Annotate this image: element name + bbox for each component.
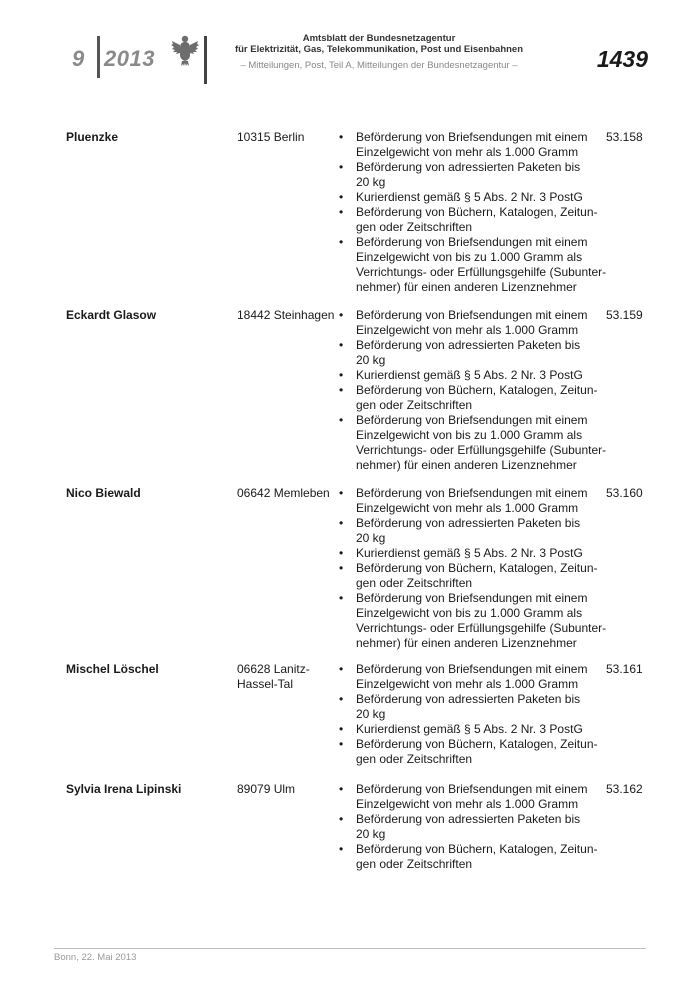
service-text-line: gen oder Zeitschriften [356, 220, 473, 234]
location-line: Hassel-Tal [237, 677, 294, 691]
bullet-icon: • [339, 368, 344, 382]
service-text-line: 20 kg [356, 707, 386, 721]
location-line: 06628 Lanitz- [237, 662, 310, 676]
service-item [339, 561, 613, 591]
service-text-line: Beförderung von Briefsendungen mit einem [356, 235, 588, 249]
service-text-line: Verrichtungs- oder Erfüllungsgehilfe (Subunter- [356, 265, 607, 279]
service-text-line: gen oder Zeitschriften [356, 576, 473, 590]
service-item [339, 662, 613, 692]
service-item [339, 782, 613, 812]
bullet-icon: • [339, 190, 344, 204]
service-text-line: Beförderung von adressierten Paketen bis [356, 812, 581, 826]
licensee-name: Eckardt Glasow [66, 308, 157, 322]
bullet-icon: • [339, 842, 344, 856]
service-item [339, 591, 613, 651]
service-text-line: nehmer) für einen anderen Lizenznehmer [356, 636, 577, 650]
footer-rule [54, 948, 646, 949]
bullet-icon: • [339, 130, 344, 144]
service-text-line: Beförderung von Briefsendungen mit einem [356, 413, 588, 427]
service-text-line: Einzelgewicht von mehr als 1.000 Gramm [356, 145, 579, 159]
service-text-line: nehmer) für einen anderen Lizenznehmer [356, 280, 577, 294]
service-text-line: Beförderung von Büchern, Katalogen, Zeitun- [356, 737, 598, 751]
service-text-line: Beförderung von Büchern, Katalogen, Zeitun- [356, 842, 598, 856]
service-item [339, 160, 613, 190]
bullet-icon: • [339, 662, 344, 676]
service-item [339, 190, 613, 205]
issue-number: 9 [72, 46, 85, 71]
service-text-line: Einzelgewicht von mehr als 1.000 Gramm [356, 677, 579, 691]
federal-eagle-icon [170, 33, 200, 67]
service-list [339, 486, 613, 651]
licensee-location [237, 130, 347, 145]
bullet-icon: • [339, 383, 344, 397]
service-list [339, 662, 613, 767]
registration-number: 53.161 [606, 662, 643, 676]
bullet-icon: • [339, 160, 344, 174]
service-text-line: Beförderung von Büchern, Katalogen, Zeitun- [356, 383, 598, 397]
licensee-location [237, 782, 347, 797]
bullet-icon: • [339, 235, 344, 249]
service-item [339, 383, 613, 413]
service-item [339, 546, 613, 561]
service-text-line: Beförderung von adressierten Paketen bis [356, 516, 581, 530]
bullet-icon: • [339, 591, 344, 605]
service-text-line: Verrichtungs- oder Erfüllungsgehilfe (Subunter- [356, 621, 607, 635]
issue-divider [97, 36, 100, 78]
journal-title-line1: Amtsblatt der Bundesnetzagentur [302, 33, 456, 44]
service-text-line: Einzelgewicht von mehr als 1.000 Gramm [356, 501, 579, 515]
location-line: 06642 Memleben [237, 486, 330, 500]
service-text-line: Kurierdienst gemäß § 5 Abs. 2 Nr. 3 PostG [356, 368, 583, 382]
bullet-icon: • [339, 205, 344, 219]
service-item [339, 486, 613, 516]
service-text-line: Einzelgewicht von bis zu 1.000 Gramm als [356, 428, 583, 442]
bullet-icon: • [339, 308, 344, 322]
service-text-line: Beförderung von Briefsendungen mit einem [356, 486, 588, 500]
service-text-line: Beförderung von Büchern, Katalogen, Zeitun- [356, 561, 598, 575]
licensee-name: Pluenzke [66, 130, 119, 144]
service-list [339, 308, 613, 473]
service-item [339, 722, 613, 737]
bullet-icon: • [339, 338, 344, 352]
service-text-line: Einzelgewicht von bis zu 1.000 Gramm als [356, 606, 583, 620]
service-text-line: gen oder Zeitschriften [356, 752, 473, 766]
service-item [339, 516, 613, 546]
page-number: 1439 [596, 46, 648, 72]
bullet-icon: • [339, 812, 344, 826]
service-item [339, 413, 613, 473]
service-text-line: gen oder Zeitschriften [356, 398, 473, 412]
service-item [339, 308, 613, 338]
service-text-line: Kurierdienst gemäß § 5 Abs. 2 Nr. 3 PostG [356, 190, 583, 204]
licensee-name: Mischel Löschel [66, 662, 159, 676]
service-item [339, 737, 613, 767]
service-text-line: Kurierdienst gemäß § 5 Abs. 2 Nr. 3 PostG [356, 546, 583, 560]
service-text-line: Einzelgewicht von bis zu 1.000 Gramm als [356, 250, 583, 264]
bullet-icon: • [339, 737, 344, 751]
service-text-line: Beförderung von Büchern, Katalogen, Zeitun- [356, 205, 598, 219]
service-text-line: Einzelgewicht von mehr als 1.000 Gramm [356, 323, 579, 337]
service-text-line: Beförderung von Briefsendungen mit einem [356, 591, 588, 605]
journal-subtitle: – Mitteilungen, Post, Teil A, Mitteilungen der Bundesnetzagentur – [240, 60, 518, 71]
bullet-icon: • [339, 561, 344, 575]
registration-number: 53.162 [606, 782, 643, 796]
service-text-line: Beförderung von Briefsendungen mit einem [356, 782, 588, 796]
service-text-line: nehmer) für einen anderen Lizenznehmer [356, 458, 577, 472]
footer-place-date: Bonn, 22. Mai 2013 [54, 952, 137, 963]
licensee-name: Nico Biewald [66, 486, 141, 500]
bullet-icon: • [339, 782, 344, 796]
issue-year: 2013 [104, 46, 155, 71]
bullet-icon: • [339, 722, 344, 736]
service-text-line: Beförderung von Briefsendungen mit einem [356, 662, 588, 676]
service-item [339, 205, 613, 235]
service-list [339, 782, 613, 872]
service-item [339, 235, 613, 295]
service-text-line: Beförderung von adressierten Paketen bis [356, 160, 581, 174]
service-item [339, 338, 613, 368]
bullet-icon: • [339, 413, 344, 427]
service-item [339, 692, 613, 722]
licensee-location [237, 308, 347, 323]
licensee-location [237, 486, 347, 501]
service-text-line: Beförderung von Briefsendungen mit einem [356, 130, 588, 144]
bullet-icon: • [339, 516, 344, 530]
licensee-name: Sylvia Irena Lipinski [66, 782, 182, 796]
registration-number: 53.158 [606, 130, 643, 144]
service-text-line: Beförderung von adressierten Paketen bis [356, 692, 581, 706]
registration-number: 53.160 [606, 486, 643, 500]
registration-number: 53.159 [606, 308, 643, 322]
service-item [339, 842, 613, 872]
location-line: 89079 Ulm [237, 782, 296, 796]
service-text-line: 20 kg [356, 353, 386, 367]
service-text-line: 20 kg [356, 175, 386, 189]
bullet-icon: • [339, 546, 344, 560]
service-text-line: Beförderung von Briefsendungen mit einem [356, 308, 588, 322]
location-line: 10315 Berlin [237, 130, 305, 144]
header-divider [204, 36, 207, 84]
bullet-icon: • [339, 692, 344, 706]
service-text-line: Einzelgewicht von mehr als 1.000 Gramm [356, 797, 579, 811]
bullet-icon: • [339, 486, 344, 500]
service-list [339, 130, 613, 295]
service-text-line: Beförderung von adressierten Paketen bis [356, 338, 581, 352]
service-item [339, 368, 613, 383]
journal-title-line2: für Elektrizität, Gas, Telekommunikation, Post und Eisenbahnen [234, 44, 524, 55]
service-text-line: 20 kg [356, 827, 386, 841]
service-text-line: 20 kg [356, 531, 386, 545]
licensee-location [237, 662, 347, 692]
location-line: 18442 Steinhagen [237, 308, 335, 322]
service-text-line: Verrichtungs- oder Erfüllungsgehilfe (Subunter- [356, 443, 607, 457]
service-item [339, 130, 613, 160]
service-text-line: Kurierdienst gemäß § 5 Abs. 2 Nr. 3 PostG [356, 722, 583, 736]
service-item [339, 812, 613, 842]
service-text-line: gen oder Zeitschriften [356, 857, 473, 871]
